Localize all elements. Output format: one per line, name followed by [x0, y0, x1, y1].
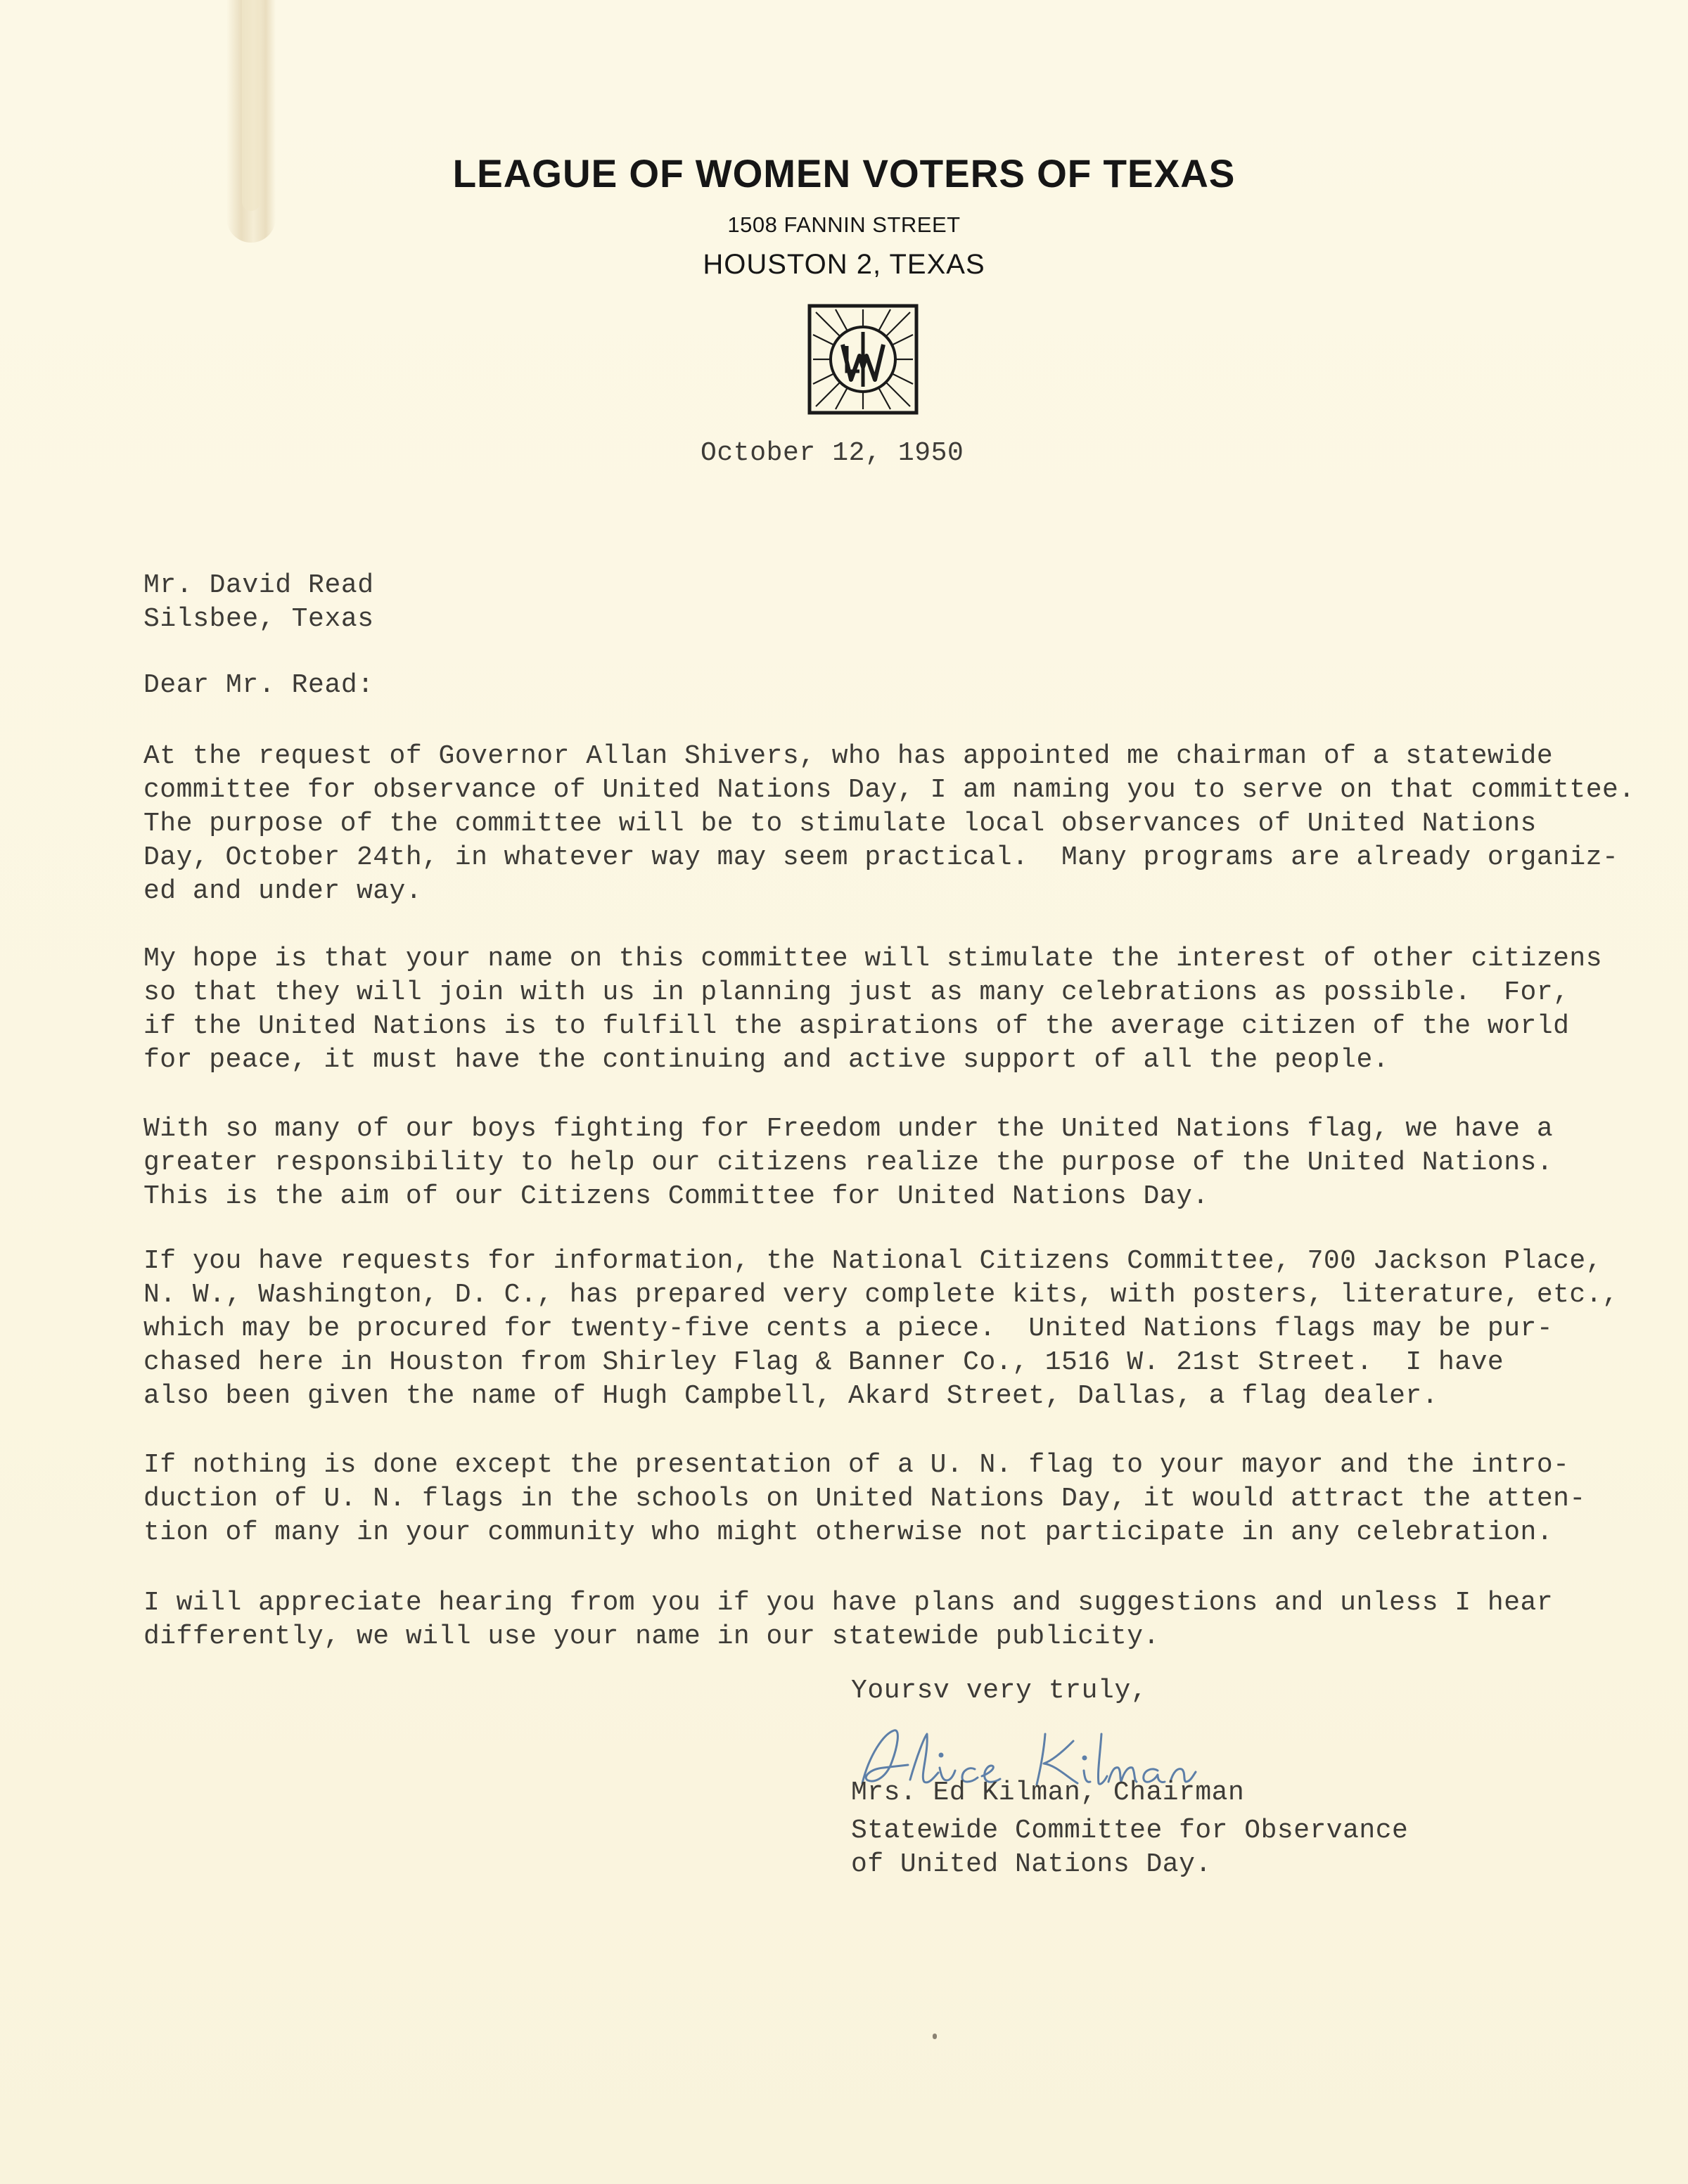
paragraph-line: for peace, it must have the continuing and active support of all the people. — [143, 1045, 1390, 1075]
lwv-emblem-icon — [807, 304, 919, 415]
paragraph-1 — [143, 740, 1663, 908]
closing: Yoursv very truly, — [851, 1676, 1148, 1706]
paragraph-line: The purpose of the committee will be to stimulate local observances of United Nations — [143, 809, 1537, 839]
paragraph-line: This is the aim of our Citizens Committee for United Nations Day. — [143, 1181, 1209, 1212]
paragraph-line: tion of many in your community who might otherwise not participate in any celebration. — [143, 1517, 1554, 1548]
paragraph-line: At the request of Governor Allan Shivers, who has appointed me chairman of a statewide — [143, 741, 1554, 771]
paragraph-line: With so many of our boys fighting for Freedom under the United Nations flag, we have a — [143, 1114, 1554, 1144]
organization-name: LEAGUE OF WOMEN VOTERS OF TEXAS — [452, 151, 1236, 195]
paragraph-5 — [143, 1448, 1663, 1550]
paragraph-line: ed and under way. — [143, 876, 423, 906]
paragraph-line: Day, October 24th, in whatever way may seem practical. Many programs are already organiz- — [143, 842, 1619, 873]
paragraph-line: which may be procured for twenty-five cents a piece. United Nations flags may be pur- — [143, 1313, 1554, 1344]
paragraph-line: so that they will join with us in planning just as many celebrations as possible. For, — [143, 977, 1570, 1008]
paragraph-2 — [143, 942, 1663, 1077]
paragraph-line: duction of U. N. flags in the schools on United Nations Day, it would attract the atten- — [143, 1484, 1586, 1514]
recipient-location: Silsbee, Texas — [143, 604, 374, 634]
paragraph-line: I will appreciate hearing from you if you have plans and suggestions and unless I hear — [143, 1588, 1554, 1618]
paper-speck — [933, 2034, 937, 2039]
paragraph-line: My hope is that your name on this committee will stimulate the interest of other citizens — [143, 944, 1603, 974]
salutation: Dear Mr. Read: — [143, 670, 374, 700]
paragraph-line: differently, we will use your name in our statewide publicity. — [143, 1621, 1160, 1652]
recipient-name: Mr. David Read — [143, 570, 374, 600]
paragraph-line: If you have requests for information, the National Citizens Committee, 700 Jackson Place, — [143, 1246, 1603, 1276]
paragraph-line: committee for observance of United Nations Day, I am naming you to serve on that committee. — [143, 775, 1635, 805]
signer-name: Mrs. Ed Kilman, Chairman — [851, 1778, 1245, 1808]
paragraph-line: chased here in Houston from Shirley Flag & Banner Co., 1516 W. 21st Street. I have — [143, 1347, 1504, 1377]
paragraph-6 — [143, 1586, 1663, 1654]
signer-title-2: of United Nations Day. — [851, 1849, 1212, 1880]
paragraph-3 — [143, 1112, 1663, 1214]
signer-title-1: Statewide Committee for Observance — [851, 1816, 1409, 1846]
paragraph-line: If nothing is done except the presentation of a U. N. flag to your mayor and the intro- — [143, 1450, 1570, 1480]
paragraph-line: if the United Nations is to fulfill the aspirations of the average citizen of the world — [143, 1011, 1570, 1041]
letter-date: October 12, 1950 — [701, 438, 964, 468]
paragraph-line: greater responsibility to help our citizens realize the purpose of the United Nations. — [143, 1148, 1554, 1178]
letterhead-city: HOUSTON 2, TEXAS — [703, 249, 985, 280]
paragraph-line: also been given the name of Hugh Campbell, Akard Street, Dallas, a flag dealer. — [143, 1381, 1438, 1411]
paragraph-line: N. W., Washington, D. C., has prepared very complete kits, with posters, literature, etc., — [143, 1280, 1619, 1310]
letterhead-street: 1508 FANNIN STREET — [727, 212, 961, 237]
paragraph-4 — [143, 1245, 1663, 1413]
